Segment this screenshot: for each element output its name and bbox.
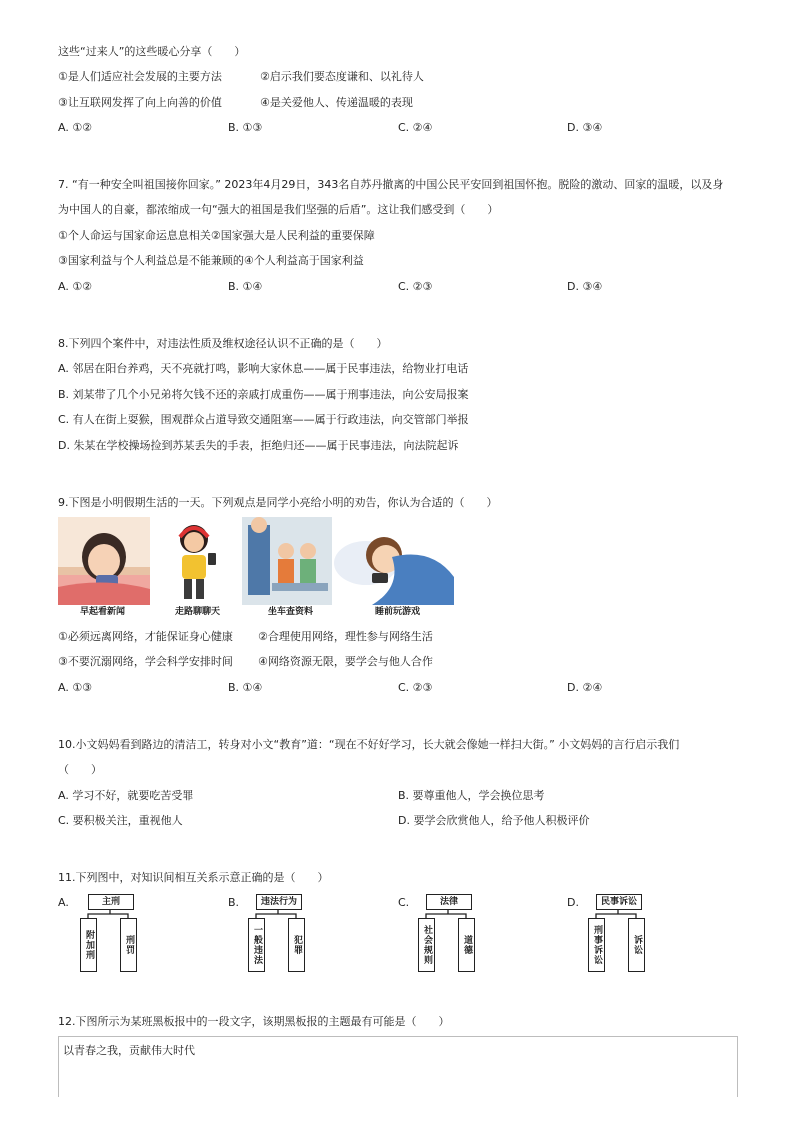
q6-option-b[interactable]: B. ①③ [228,121,263,134]
q11-diagram-c[interactable] [418,894,478,974]
q7-stem-line1: 7. “有一种安全叫祖国接你回家。” 2023年4月29日，343名自苏丹撤离的中国公民平安回到祖国怀抱。脱险的激动、回家的温暖，以及身 [58,178,724,191]
q9-statement-4: ④网络资源无限，要学会与他人合作 [258,655,433,668]
boy-gaming-in-bed-illustration [332,517,454,605]
blackboard-text: 以青春之我，贡献伟大时代 [63,1044,195,1057]
q11-stem: 11.下列图中，对知识间相互关系示意正确的是（ ） [58,871,329,884]
q7-stem-line2: 为中国人的自豪，都浓缩成一句“强大的祖国是我们坚强的后盾”。这让我们感受到（ ） [58,203,499,216]
q11-diagram-d[interactable] [588,894,648,974]
cartoon-bus-research [242,517,332,605]
q10-stem-line1: 10.小文妈妈看到路边的清洁工，转身对小文“教育”道：“现在不好好学习，长大就会像她一样扫大街。” 小文妈妈的言行启示我们 [58,738,680,751]
q11-letter-a[interactable]: A. [58,896,69,909]
q11-diagram-a[interactable] [80,894,140,974]
caption-bus-research: 坐车查资料 [268,607,314,617]
q8-stem: 8.下列四个案件中，对违法性质及维权途径认识不正确的是（ ） [58,337,388,350]
q6-statement-3: ③让互联网发挥了向上向善的价值 [58,96,222,109]
caption-morning-news: 早起看新闻 [80,607,126,617]
q9-option-b[interactable]: B. ①④ [228,681,263,694]
diagram-d-left-child: 刑事诉讼 [588,918,605,972]
q8-option-d[interactable]: D. 朱某在学校操场捡到苏某丢失的手表，拒绝归还——属于民事违法，向法院起诉 [58,439,459,452]
q7-option-d[interactable]: D. ③④ [567,280,603,293]
q6-statement-2: ②启示我们要态度谦和、以礼待人 [260,70,424,83]
q10-stem-line2: （ ） [58,763,102,776]
q6-statement-1: ①是人们适应社会发展的主要方法 [58,70,222,83]
q9-statement-1: ①必须远离网络，才能保证身心健康 [58,630,233,643]
q9-option-d[interactable]: D. ②④ [567,681,603,694]
q6-statement-4: ④是关爱他人、传递温暖的表现 [260,96,413,109]
q9-option-c[interactable]: C. ②③ [398,681,433,694]
people-on-bus-illustration [242,517,332,605]
caption-bedtime-gaming: 睡前玩游戏 [375,607,421,617]
q10-option-c[interactable]: C. 要积极关注，重视他人 [58,814,183,827]
q7-statements-2: ③国家利益与个人利益总是不能兼顾的④个人利益高于国家利益 [58,254,364,267]
q6-option-d[interactable]: D. ③④ [567,121,603,134]
diagram-b-right-child: 犯罪 [288,918,305,972]
cartoon-bedtime-gaming [332,517,454,605]
q6-option-a[interactable]: A. ①② [58,121,93,134]
diagram-b-parent: 违法行为 [256,894,302,910]
person-in-bed-illustration [58,517,150,605]
q7-option-a[interactable]: A. ①② [58,280,93,293]
q6-option-c[interactable]: C. ②④ [398,121,433,134]
cartoon-morning-news [58,517,150,605]
q7-statements-1: ①个人命运与国家命运息息相关②国家强大是人民利益的重要保障 [58,229,375,242]
q8-option-c[interactable]: C. 有人在街上耍猴，围观群众占道导致交通阻塞——属于行政违法，向交管部门举报 [58,413,469,426]
walking-with-phone-illustration [150,517,242,605]
q9-statement-3: ③不要沉溺网络，学会科学安排时间 [58,655,233,668]
q9-option-a[interactable]: A. ①③ [58,681,93,694]
q10-option-d[interactable]: D. 要学会欣赏他人，给予他人积极评价 [398,814,590,827]
diagram-d-parent: 民事诉讼 [596,894,642,910]
q12-stem: 12.下图所示为某班黑板报中的一段文字，该期黑板报的主题最有可能是（ ） [58,1015,450,1028]
diagram-a-parent: 主刑 [88,894,134,910]
diagram-c-parent: 法律 [426,894,472,910]
blackboard-text-box [58,1036,738,1097]
diagram-a-left-child: 附加刑 [80,918,97,972]
diagram-b-left-child: 一般违法 [248,918,265,972]
q9-statement-2: ②合理使用网络，理性参与网络生活 [258,630,433,643]
q8-option-b[interactable]: B. 刘某带了几个小兄弟将欠钱不还的亲戚打成重伤——属于刑事违法，向公安局报案 [58,388,469,401]
q11-letter-d[interactable]: D. [567,896,579,909]
cartoon-walking-chat [150,517,242,605]
q11-diagram-b[interactable] [248,894,308,974]
caption-walking-chat: 走路聊聊天 [175,607,221,617]
q7-option-c[interactable]: C. ②③ [398,280,433,293]
diagram-c-left-child: 社会规则 [418,918,435,972]
q11-letter-b[interactable]: B. [228,896,240,909]
q8-option-a[interactable]: A. 邻居在阳台养鸡，天不亮就打鸣，影响大家休息——属于民事违法，给物业打电话 [58,362,469,375]
q6-stem: 这些“过来人”的这些暖心分享（ ） [58,45,246,58]
q9-stem: 9.下图是小明假期生活的一天。下列观点是同学小亮给小明的劝告，你认为合适的（ ） [58,496,498,509]
q7-option-b[interactable]: B. ①④ [228,280,263,293]
q11-letter-c[interactable]: C. [398,896,410,909]
diagram-a-right-child: 刑罚 [120,918,137,972]
q10-option-b[interactable]: B. 要尊重他人，学会换位思考 [398,789,545,802]
diagram-c-right-child: 道德 [458,918,475,972]
q10-option-a[interactable]: A. 学习不好，就要吃苦受罪 [58,789,194,802]
diagram-d-right-child: 诉讼 [628,918,645,972]
